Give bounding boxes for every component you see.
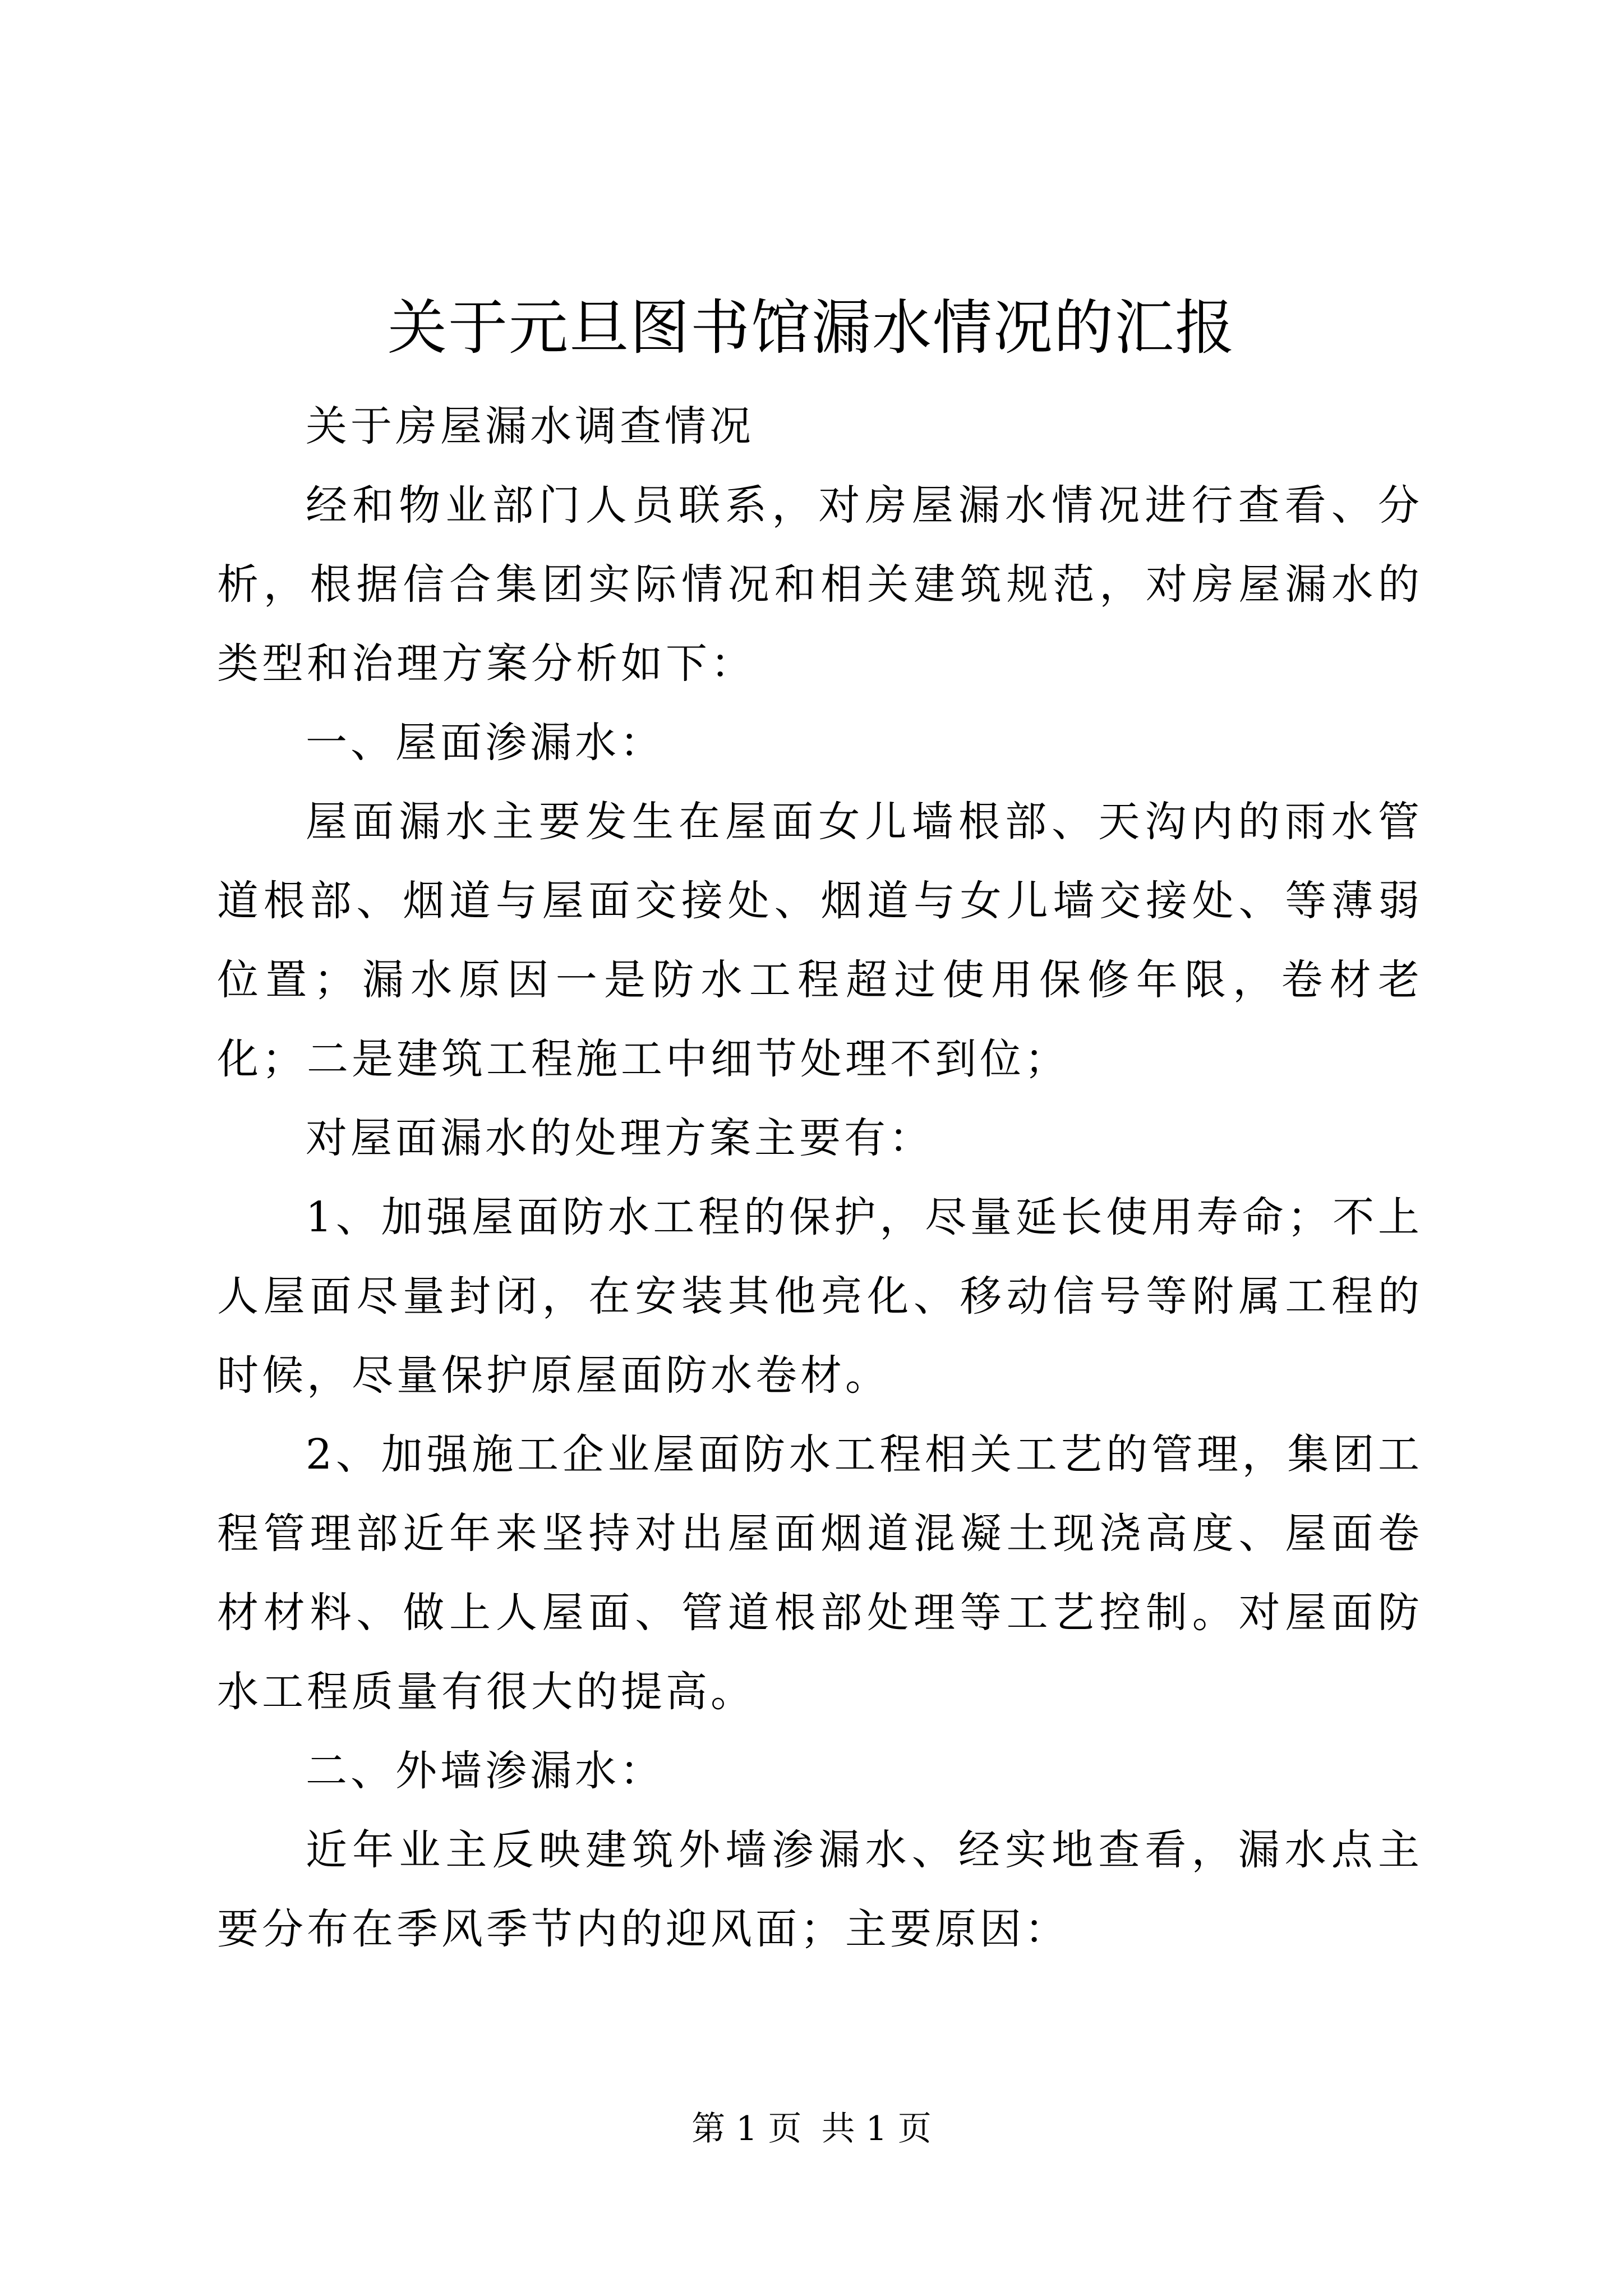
list-item-solution-2: 2、加强施工企业屋面防水工程相关工艺的管理，集团工程管理部近年来坚持对出屋面烟道混凝土现浇高度、屋面卷材材料、做上人屋面、管道根部处理等工艺控制。对屋面防水工程质量有很大的提高。: [217, 1430, 1423, 1716]
paragraph-roof-causes: 屋面漏水主要发生在屋面女儿墙根部、天沟内的雨水管道根部、烟道与屋面交接处、烟道与女儿墙交接处、等薄弱位置；漏水原因一是防水工程超过使用保修年限，卷材老化；二是建筑工程施工中细节处理不到位；: [217, 798, 1423, 1083]
paragraph-intro: 经和物业部门人员联系，对房屋漏水情况进行查看、分析，根据信合集团实际情况和相关建筑规范，对房屋漏水的类型和治理方案分析如下：: [217, 481, 1423, 688]
document-title: 关于元旦图书馆漏水情况的汇报: [388, 293, 1235, 362]
page-footer: [0, 2106, 1623, 2151]
page-number: 第 1 页: [691, 2109, 802, 2148]
page-total: 共 1 页: [821, 2109, 932, 2148]
section-heading-roof: 一、屋面渗漏水：: [306, 719, 665, 767]
paragraph-roof-solutions-heading: 对屋面漏水的处理方案主要有：: [306, 1114, 934, 1162]
paragraph-subtitle: 关于房屋漏水调查情况: [306, 402, 754, 450]
paragraph-exterior-wall: 近年业主反映建筑外墙渗漏水、经实地查看，漏水点主要分布在季风季节内的迎风面；主要原因：: [217, 1826, 1423, 1953]
document-body: [217, 387, 1423, 1969]
section-heading-exterior-wall: 二、外墙渗漏水：: [306, 1747, 665, 1795]
list-item-solution-1: 1、加强屋面防水工程的保护，尽量延长使用寿命；不上人屋面尽量封闭，在安装其他亮化、移动信号等附属工程的时候，尽量保护原屋面防水卷材。: [217, 1193, 1423, 1400]
